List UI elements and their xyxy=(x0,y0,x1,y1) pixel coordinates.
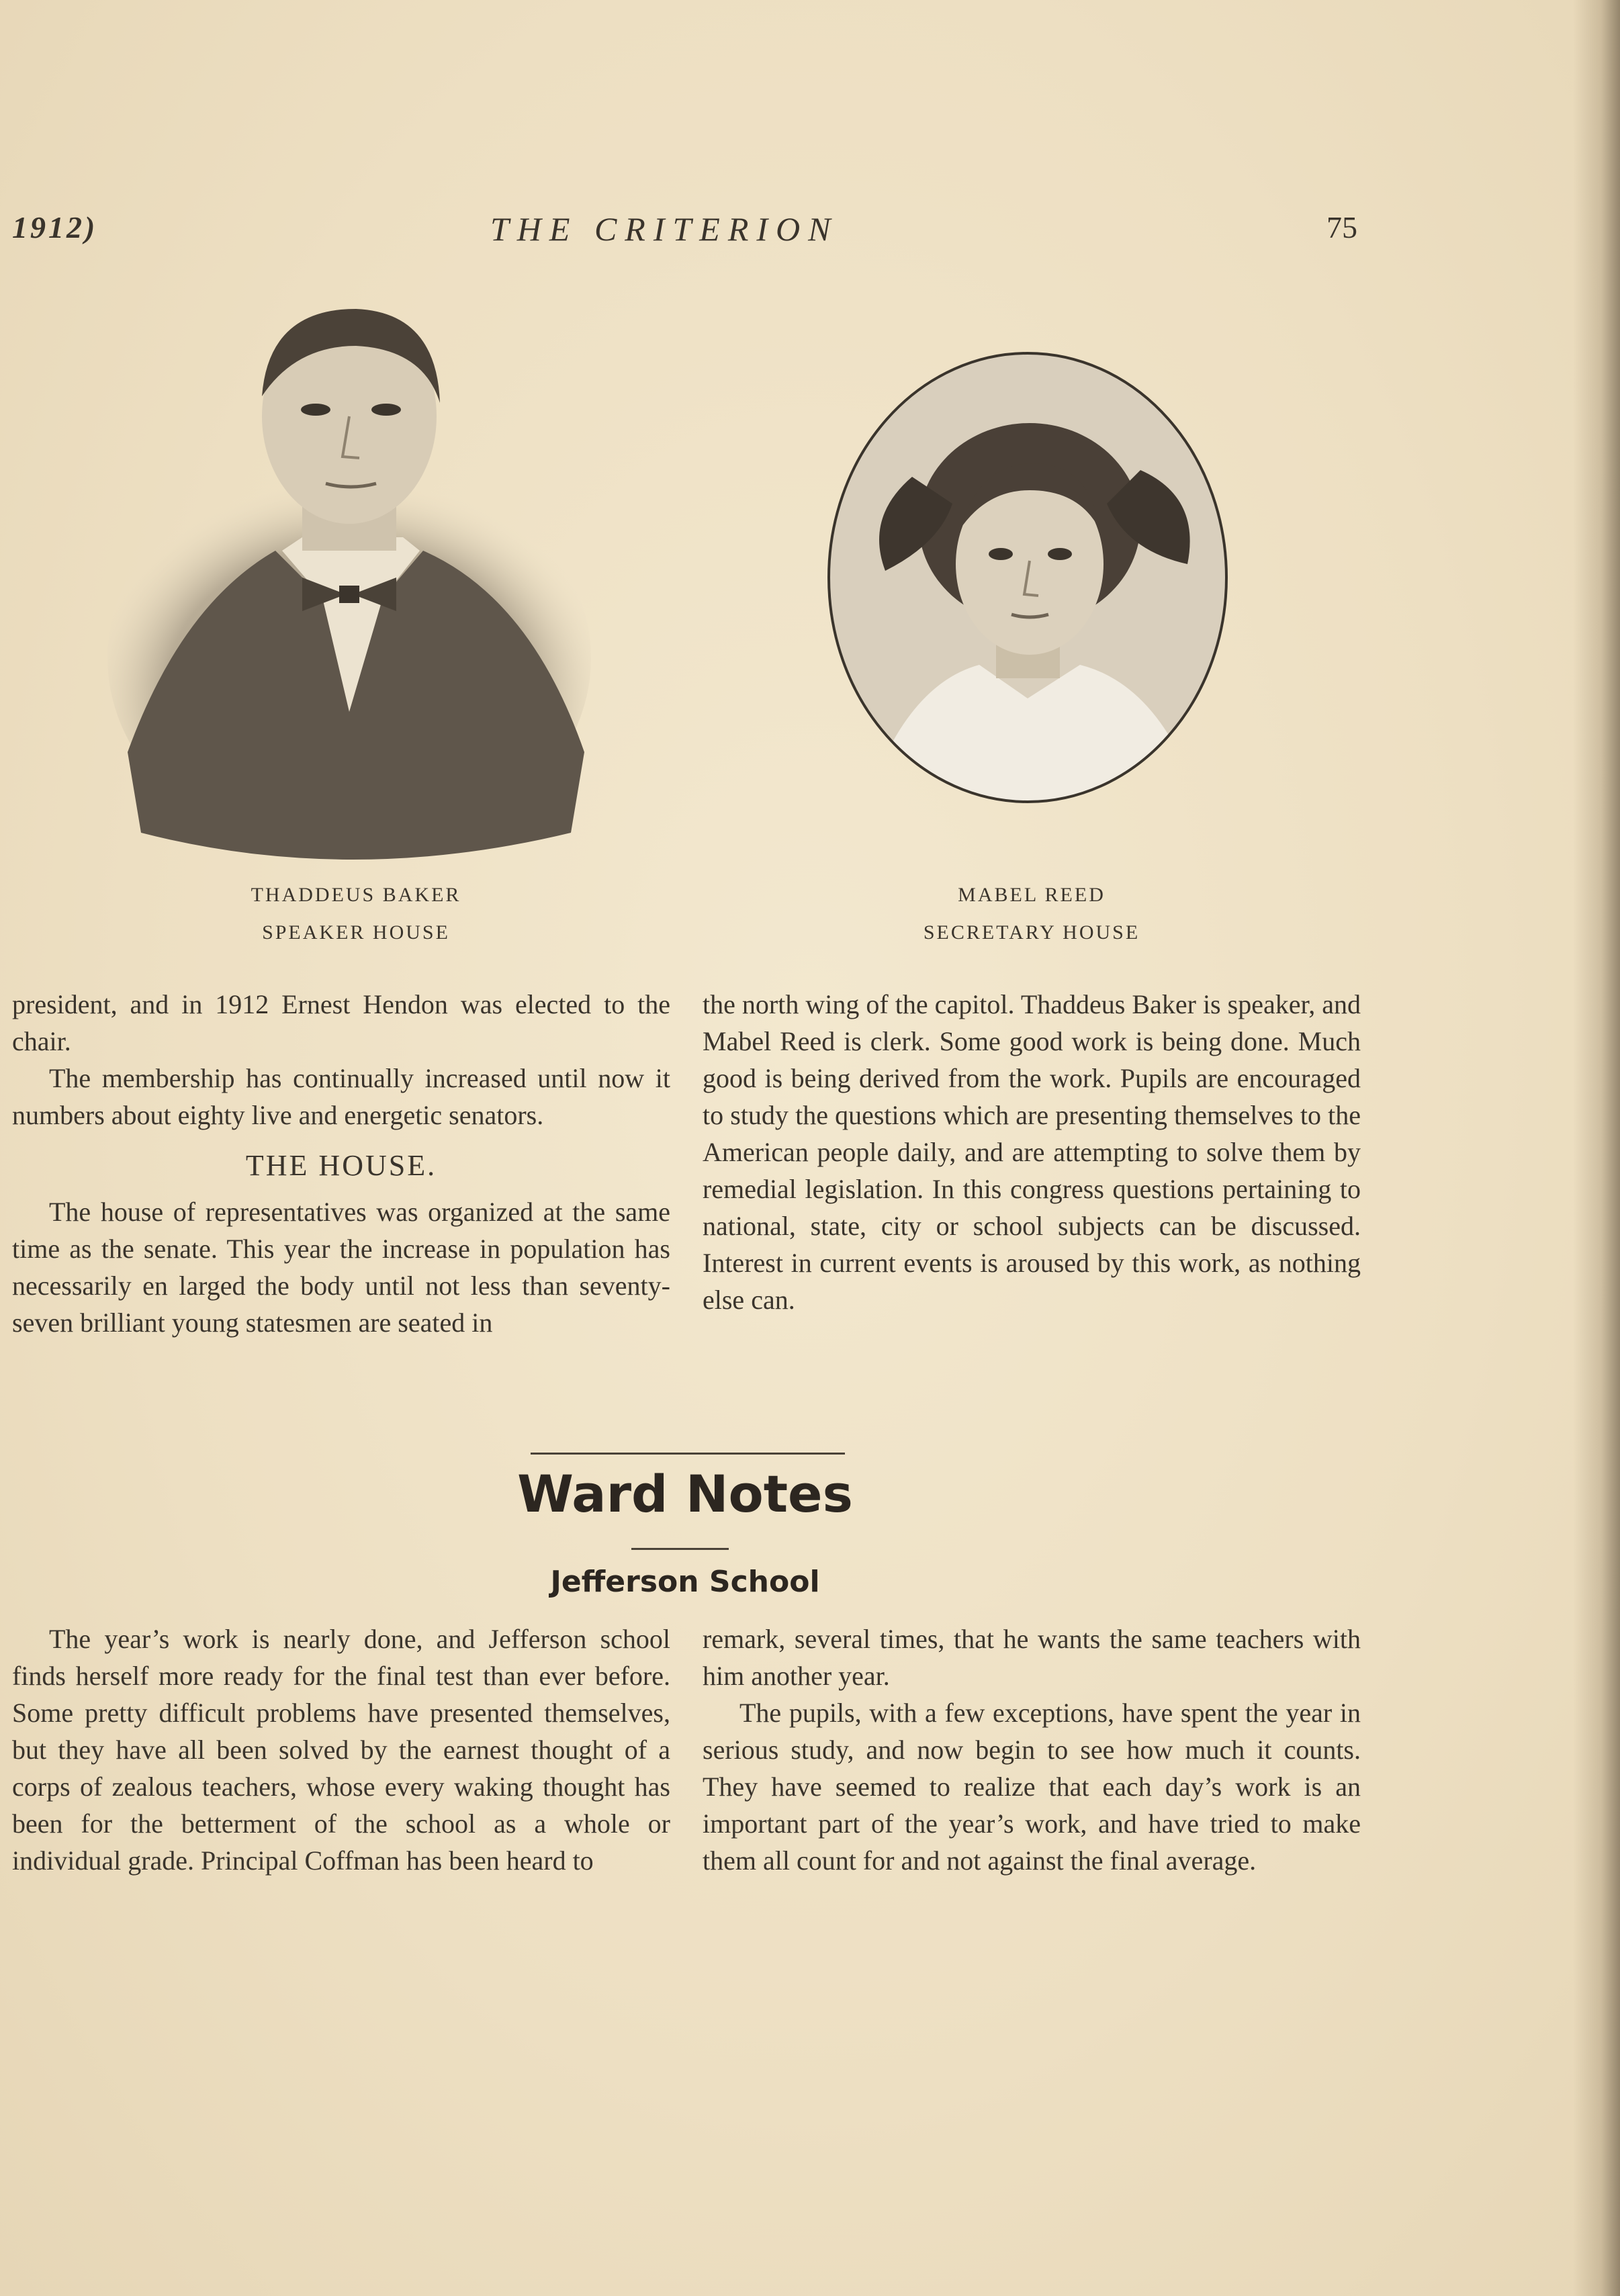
photo-caption-baker xyxy=(121,876,591,952)
caption-name: THADDEUS BAKER xyxy=(251,884,461,906)
paragraph: The house of representatives was organized at the same time as the senate. This year the increase in population has necessarily en larged the body until not less than seventy-seven brilliant young statesmen are seated in xyxy=(12,1197,670,1338)
section-title: Ward Notes xyxy=(517,1464,853,1524)
portrait-photo-baker xyxy=(101,282,598,860)
article-column-right xyxy=(703,986,1361,1318)
paragraph: The pupils, with a few exceptions, have spent the year in serious study, and now begin to see how much it counts. They have seemed to realize that each day’s work is an important part of the year’s work, and have tried to make them all count for and not against the final average. xyxy=(703,1698,1361,1876)
divider-rule xyxy=(631,1548,729,1550)
section-subheading: THE HOUSE. xyxy=(245,1149,437,1182)
running-head xyxy=(0,210,1620,257)
page-edge-shadow xyxy=(1573,0,1620,2296)
paragraph: president, and in 1912 Ernest Hendon was elected to the chair. xyxy=(12,989,670,1056)
running-head-year: 1912) xyxy=(12,210,98,244)
article-column-left xyxy=(12,986,670,1341)
paragraph: remark, several times, that he wants the same teachers with him another year. xyxy=(703,1624,1361,1691)
divider-rule xyxy=(531,1453,845,1455)
section-subtitle: Jefferson School xyxy=(550,1565,820,1599)
caption-role: SECRETARY HOUSE xyxy=(923,921,1140,944)
paragraph: The year’s work is nearly done, and Jefferson school finds herself more ready for the final test than ever before. Some pretty difficult problems have presented themselves, but they have all been solved by the earnest thought of a corps of zealous teachers, whose every waking thought has been for the betterment of the school as a whole or individual grade. Principal Coffman has been heard to xyxy=(12,1624,670,1876)
ward-notes-column-left xyxy=(12,1620,670,1879)
ward-notes-column-right xyxy=(703,1620,1361,1879)
paragraph: The membership has continually increased until now it numbers about eighty live and energetic senators. xyxy=(12,1063,670,1130)
caption-role: SPEAKER HOUSE xyxy=(262,921,450,944)
page-number: 75 xyxy=(1326,210,1357,244)
running-head-title: THE CRITERION xyxy=(490,210,839,248)
paragraph: the north wing of the capitol. Thaddeus Baker is speaker, and Mabel Reed is clerk. Some good work is being done. Much good is being derived from the work. Pupils are encouraged to study the questions which are presenting themselves to the American people daily, and are attempting to solve them by remedial legislation. In this congress questions pertaining to national, state, city or school subjects can be discussed. Interest in current events is aroused by this work, as nothing else can. xyxy=(703,989,1361,1315)
caption-name: MABEL REED xyxy=(958,884,1106,906)
photo-caption-reed xyxy=(797,876,1267,952)
portrait-photo-reed xyxy=(825,349,1231,806)
